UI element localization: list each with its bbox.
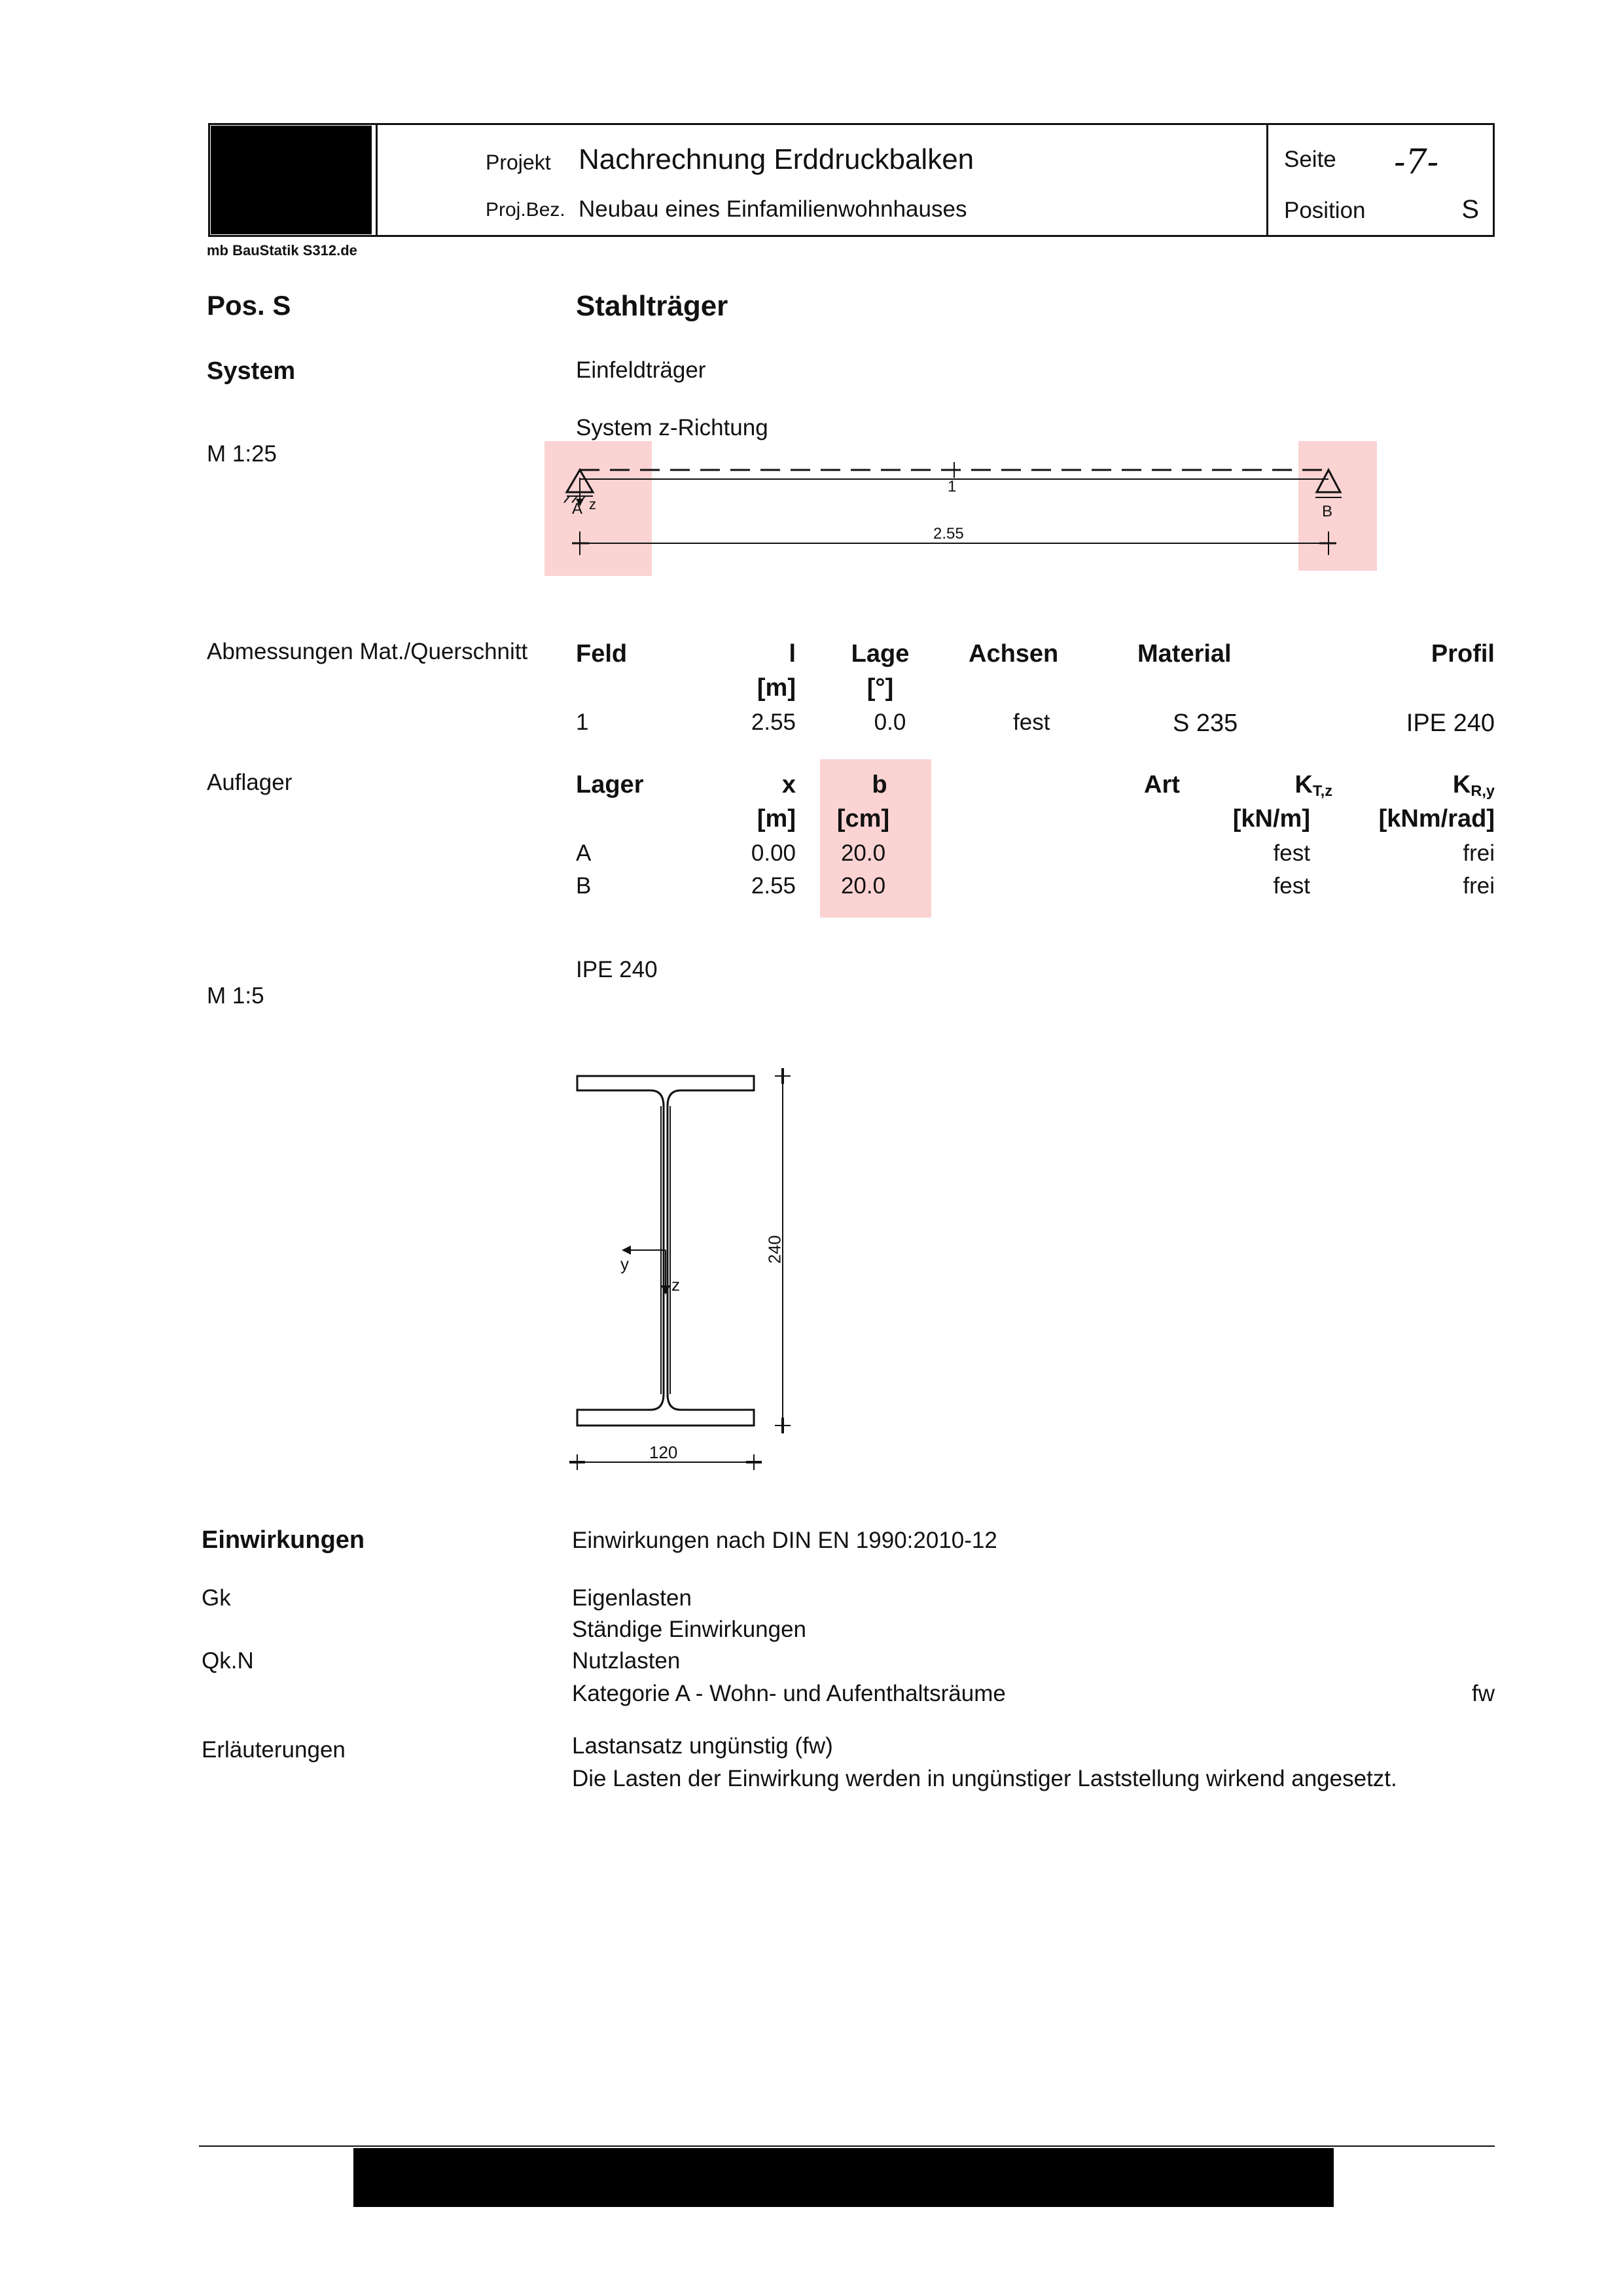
- col-lage-unit: [°]: [866, 674, 894, 702]
- system-value: Einfeldträger: [576, 357, 706, 383]
- cell-kt-b: fest: [1273, 873, 1310, 899]
- software-label: mb BauStatik S312.de: [207, 242, 357, 259]
- axis-z-label: z: [589, 496, 596, 512]
- col-lage: Lage: [851, 640, 910, 668]
- width-label: 120: [649, 1443, 678, 1462]
- cell-kr-b: frei: [1463, 873, 1495, 899]
- auflager-label: Auflager: [207, 770, 293, 795]
- support-b-label: B: [1322, 503, 1333, 520]
- erlaeuterungen-line2: Die Lasten der Einwirkung werden in ungünstiger Laststellung wirkend angesetzt.: [572, 1766, 1397, 1791]
- col-l-unit: [m]: [757, 674, 796, 702]
- redacted-footer: [353, 2148, 1334, 2207]
- col-l: l: [789, 640, 796, 668]
- height-label: 240: [764, 1235, 785, 1264]
- projbez-label: Proj.Bez.: [486, 199, 565, 221]
- seite-value: -7-: [1394, 143, 1439, 182]
- cell-kt-a: fest: [1273, 840, 1310, 866]
- load-code-qkn: Qk.N: [202, 1648, 254, 1674]
- cell-lager-a: A: [576, 840, 592, 866]
- cell-x-a: 0.00: [751, 840, 796, 866]
- projekt-value: Nachrechnung Erddruckbalken: [579, 143, 974, 175]
- seite-label: Seite: [1284, 147, 1336, 172]
- section-scale: M 1:5: [207, 983, 264, 1009]
- pos-label: Pos. S: [207, 290, 291, 321]
- cell-kr-a: frei: [1463, 840, 1495, 866]
- col-kt-unit: [kN/m]: [1232, 805, 1310, 833]
- cell-l: 2.55: [751, 709, 796, 735]
- col-x-unit: [m]: [757, 805, 796, 833]
- col-x: x: [781, 771, 796, 798]
- cell-lage: 0.0: [874, 709, 906, 735]
- projbez-value: Neubau eines Einfamilienwohnhauses: [579, 196, 967, 222]
- system-scale: M 1:25: [207, 441, 277, 467]
- erlaeuterungen-label: Erläuterungen: [202, 1737, 346, 1763]
- footer-rule: [199, 2145, 1495, 2147]
- load-qkn-flag: fw: [1472, 1681, 1495, 1706]
- einwirkungen-label: Einwirkungen: [202, 1526, 365, 1554]
- pos-title: Stahlträger: [576, 290, 728, 322]
- cell-feld: 1: [576, 709, 589, 735]
- cell-profil: IPE 240: [1406, 709, 1495, 737]
- cell-lager-b: B: [576, 873, 592, 899]
- col-material: Material: [1137, 640, 1232, 668]
- load-qkn-line1: Nutzlasten: [572, 1648, 681, 1674]
- col-kr: $K_{R,y}$: [1452, 771, 1495, 800]
- projekt-label: Projekt: [486, 151, 551, 174]
- section-axis-z: z: [671, 1275, 680, 1295]
- system-subtitle: System z-Richtung: [576, 415, 768, 440]
- section-axis-y: y: [620, 1254, 629, 1274]
- section-title: IPE 240: [576, 957, 658, 982]
- field-number: 1: [948, 478, 957, 495]
- cell-x-b: 2.55: [751, 873, 796, 899]
- col-art: Art: [1144, 771, 1180, 798]
- span-length-label: 2.55: [933, 525, 964, 543]
- col-feld: Feld: [576, 640, 628, 668]
- col-b-unit: [cm]: [836, 805, 890, 833]
- col-kt: $K_{T,z}$: [1294, 771, 1332, 800]
- y-arrow-icon: [622, 1246, 631, 1255]
- load-gk-line2: Ständige Einwirkungen: [572, 1617, 807, 1642]
- position-label: Position: [1284, 198, 1366, 223]
- col-kr-unit: [kNm/rad]: [1378, 805, 1495, 833]
- col-achsen: Achsen: [969, 640, 1059, 668]
- position-value: S: [1461, 195, 1479, 224]
- z-arrow-icon: [661, 1285, 670, 1295]
- col-b: b: [872, 771, 887, 798]
- load-gk-line1: Eigenlasten: [572, 1585, 692, 1611]
- cell-b-a: 20.0: [840, 840, 886, 866]
- col-profil: Profil: [1431, 640, 1495, 668]
- cell-material: S 235: [1173, 709, 1238, 737]
- einwirkungen-intro: Einwirkungen nach DIN EN 1990:2010-12: [572, 1528, 997, 1553]
- abmessungen-label: Abmessungen Mat./Querschnitt: [207, 639, 528, 664]
- erlaeuterungen-line1: Lastansatz ungünstig (fw): [572, 1733, 833, 1759]
- cell-b-b: 20.0: [840, 873, 886, 899]
- load-code-gk: Gk: [202, 1585, 231, 1611]
- load-qkn-line2: Kategorie A - Wohn- und Aufenthaltsräume: [572, 1681, 1006, 1706]
- system-label: System: [207, 357, 296, 385]
- col-lager: Lager: [576, 771, 644, 798]
- cell-achsen: fest: [1013, 709, 1050, 735]
- support-a-label: A: [572, 500, 583, 518]
